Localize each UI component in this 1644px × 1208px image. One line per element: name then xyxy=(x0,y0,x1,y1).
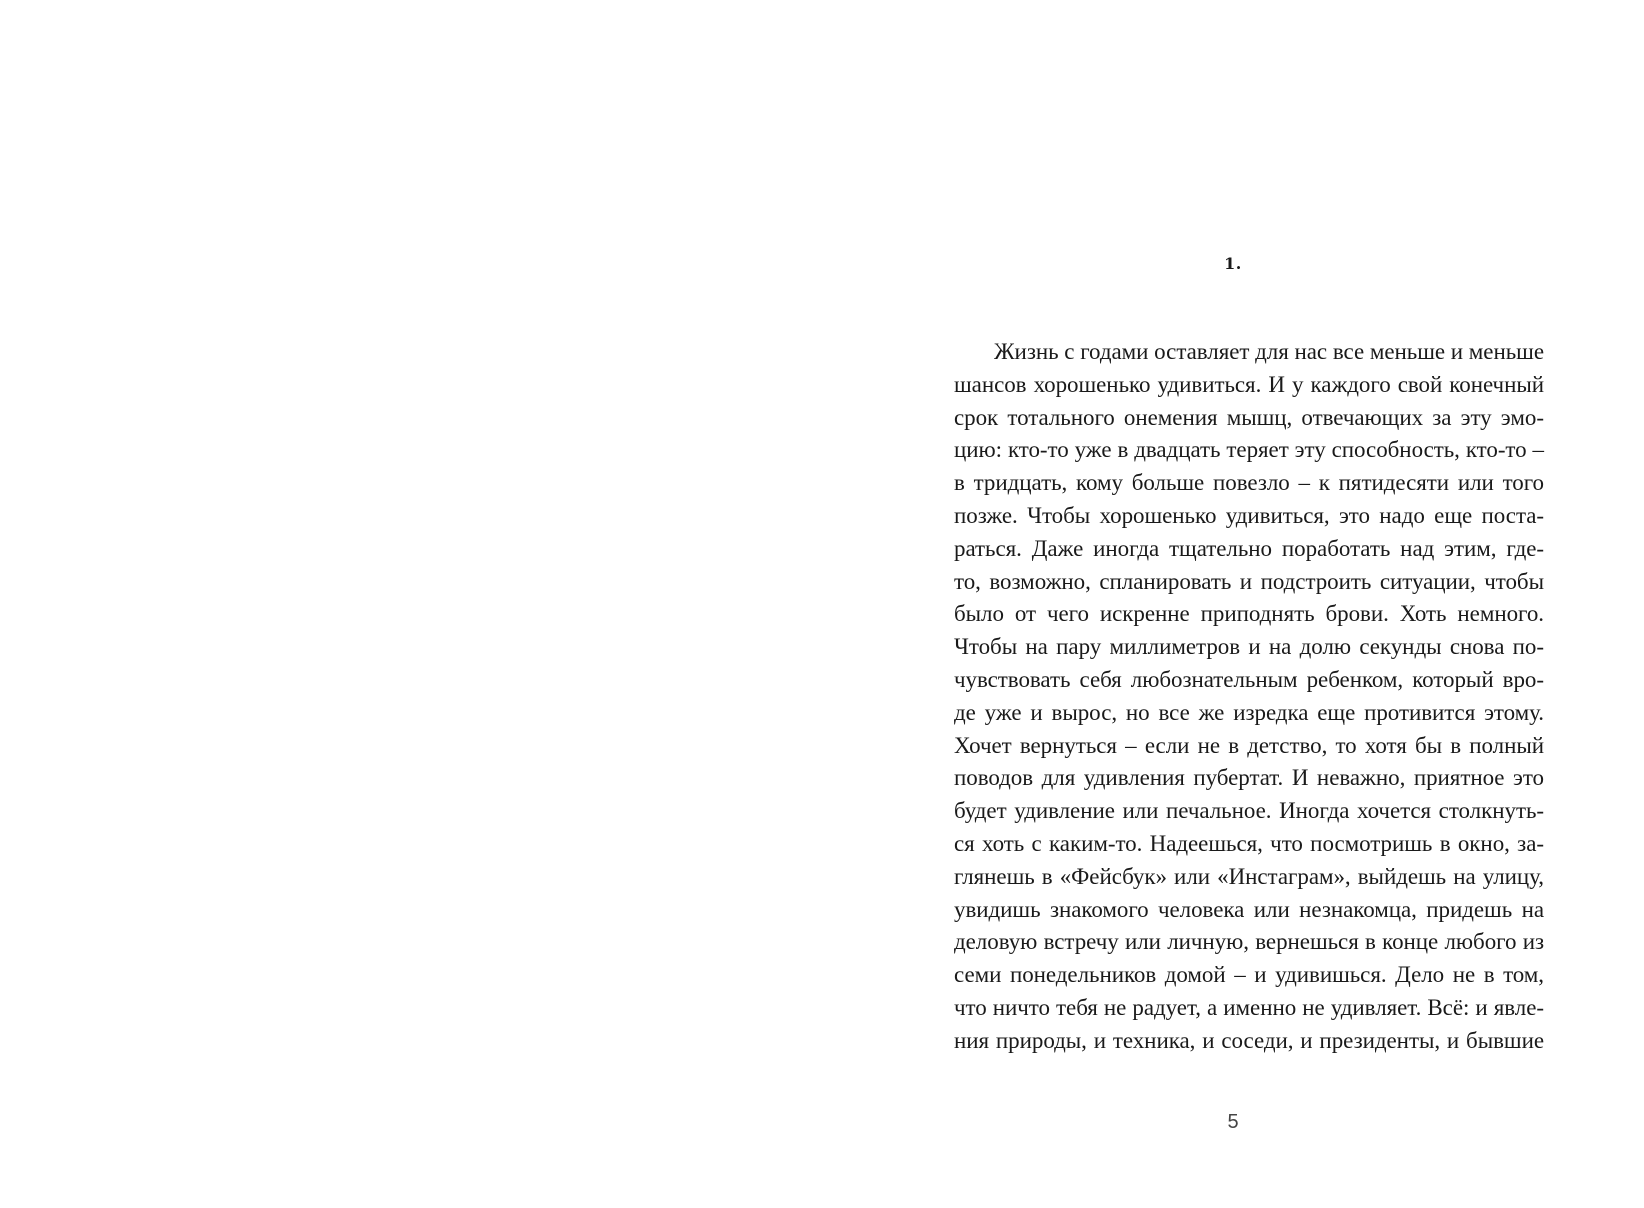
text-line: позже. Чтобы хорошенько удивиться, это надо еще поста- xyxy=(954,502,1544,528)
text-line: срок тотального онемения мышц, отвечающих за эту эмо- xyxy=(954,404,1544,430)
text-line: де уже и вырос, но все же изредка еще противится этому. xyxy=(954,699,1544,725)
text-line: будет удивление или печальное. Иногда хочется столкнуть- xyxy=(954,798,1544,824)
text-line: деловую встречу или личную, вернешься в конце любого из xyxy=(954,929,1544,955)
text-line: чувствовать себя любознательным ребенком, который вро- xyxy=(954,666,1544,692)
text-line: Хочет вернуться – если не в детство, то хотя бы в полный xyxy=(954,732,1544,758)
text-line: раться. Даже иногда тщательно поработать над этим, где- xyxy=(954,535,1544,561)
text-line: ния природы, и техника, и соседи, и президенты, и бывшие xyxy=(954,1027,1544,1053)
text-line: в тридцать, кому больше повезло – к пятидесяти или того xyxy=(954,470,1544,496)
text-line: ся хоть с каким-то. Надеешься, что посмотришь в окно, за- xyxy=(954,830,1544,856)
text-line: было от чего искренне приподнять брови. Хоть немного. xyxy=(954,601,1544,627)
text-line: то, возможно, спланировать и подстроить ситуации, чтобы xyxy=(954,568,1544,594)
text-line: Жизнь с годами оставляет для нас все меньше и меньше xyxy=(994,339,1544,364)
text-line: Чтобы на пару миллиметров и на долю секунды снова по- xyxy=(954,634,1544,660)
text-line: цию: кто-то уже в двадцать теряет эту способность, кто-то – xyxy=(954,437,1544,463)
chapter-number: 1. xyxy=(1224,254,1242,273)
text-line: что ничто тебя не радует, а именно не удивляет. Всё: и явле- xyxy=(954,994,1544,1020)
right-page xyxy=(822,0,1644,1208)
chapter-body-text xyxy=(954,336,1544,1058)
text-line: глянешь в «Фейсбук» или «Инстаграм», выйдешь на улицу, xyxy=(954,863,1544,889)
text-line: поводов для удивления пубертат. И неважно, приятное это xyxy=(954,765,1544,791)
page-number: 5 xyxy=(1227,1111,1239,1133)
text-line: семи понедельников домой – и удивишься. Дело не в том, xyxy=(954,962,1544,988)
text-line: увидишь знакомого человека или незнакомца, придешь на xyxy=(954,896,1544,922)
text-line: шансов хорошенько удивиться. И у каждого свой конечный xyxy=(954,371,1544,397)
